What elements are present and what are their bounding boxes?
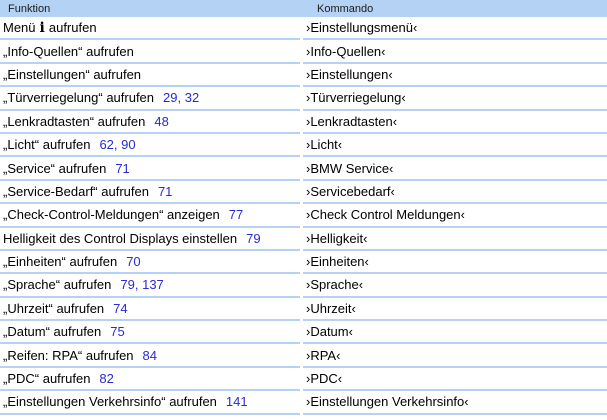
table-row <box>0 17 607 40</box>
kommando-cell <box>303 298 607 321</box>
kommando-cell <box>303 134 607 157</box>
kommando-cell <box>303 157 607 180</box>
funktion-cell <box>0 274 300 297</box>
funktion-cell <box>0 64 300 87</box>
funktion-cell <box>0 40 300 63</box>
funktion-text: „Türverriegelung“ aufrufen <box>3 90 155 106</box>
funktion-cell <box>0 134 300 157</box>
kommando-cell <box>303 368 607 391</box>
page-reference-link[interactable]: 75 <box>110 324 125 340</box>
funktion-cell <box>0 251 300 274</box>
funktion-text: „Lenkradtasten“ aufrufen <box>3 113 146 129</box>
table-row <box>0 40 607 63</box>
kommando-cell <box>303 391 607 414</box>
funktion-cell <box>0 228 300 251</box>
kommando-text: ›Datum‹ <box>306 324 353 340</box>
funktion-cell <box>0 111 300 134</box>
kommando-text: ›Einstellungen‹ <box>306 66 393 82</box>
funktion-cell <box>0 17 300 40</box>
funktion-cell <box>0 157 300 180</box>
funktion-text: „Check-Control-Meldungen“ anzeigen <box>3 207 220 223</box>
page-reference-link[interactable]: 71 <box>115 160 130 176</box>
kommando-cell <box>303 228 607 251</box>
kommando-text: ›Licht‹ <box>306 137 343 153</box>
kommando-cell <box>303 111 607 134</box>
kommando-text: ›Uhrzeit‹ <box>306 300 356 316</box>
funktion-text: „Reifen: RPA“ aufrufen <box>3 347 134 363</box>
page-reference-link[interactable]: 29, 32 <box>163 90 200 106</box>
kommando-text: ›Info-Quellen‹ <box>306 43 386 59</box>
page-reference-link[interactable]: 82 <box>99 371 114 387</box>
funktion-cell <box>0 344 300 367</box>
kommando-text: ›Servicebedarf‹ <box>306 183 395 199</box>
funktion-text: „Licht“ aufrufen <box>3 137 91 153</box>
info-icon: i <box>39 19 45 36</box>
kommando-cell <box>303 64 607 87</box>
kommando-cell <box>303 87 607 110</box>
funktion-cell <box>0 298 300 321</box>
funktion-text: „PDC“ aufrufen <box>3 371 91 387</box>
table-row <box>0 157 607 180</box>
funktion-text-after-icon: aufrufen <box>48 20 97 36</box>
funktion-text: „Einheiten“ aufrufen <box>3 254 118 270</box>
kommando-text: ›PDC‹ <box>306 371 343 387</box>
page-reference-link[interactable]: 84 <box>142 347 158 363</box>
table-row <box>0 391 607 414</box>
funktion-text: „Info-Quellen“ aufrufen <box>3 43 134 59</box>
funktion-text: „Datum“ aufrufen <box>3 324 102 340</box>
funktion-text: „Uhrzeit“ aufrufen <box>3 300 105 316</box>
kommando-text: ›Einstellungen Verkehrsinfo‹ <box>306 394 469 410</box>
kommando-text: ›Lenkradtasten‹ <box>306 113 398 129</box>
kommando-cell <box>303 321 607 344</box>
table-row <box>0 134 607 157</box>
table-row <box>0 111 607 134</box>
page-reference-link[interactable]: 70 <box>126 254 141 270</box>
kommando-cell <box>303 344 607 367</box>
kommando-text: ›Einstellungsmenü‹ <box>306 20 418 36</box>
funktion-text: „Einstellungen Verkehrsinfo“ aufrufen <box>3 394 217 410</box>
kommando-cell <box>303 181 607 204</box>
page-reference-link[interactable]: 62, 90 <box>99 137 136 153</box>
table-row <box>0 204 607 227</box>
funktion-cell <box>0 181 300 204</box>
page-reference-link[interactable]: 141 <box>225 394 248 410</box>
funktion-column-header: Funktion <box>8 2 51 15</box>
kommando-column-header: Kommando <box>317 2 374 15</box>
funktion-text: Helligkeit des Control Displays einstellen <box>3 230 238 246</box>
funktion-text: „Service-Bedarf“ aufrufen <box>3 183 149 199</box>
funktion-text: Menü <box>3 20 36 36</box>
table-row <box>0 274 607 297</box>
funktion-cell <box>0 391 300 414</box>
kommando-text: ›Check Control Meldungen‹ <box>306 207 465 223</box>
kommando-cell <box>303 17 607 40</box>
kommando-text: ›Sprache‹ <box>306 277 364 293</box>
kommando-cell <box>303 204 607 227</box>
table-row <box>0 181 607 204</box>
kommando-cell <box>303 40 607 63</box>
table-row <box>0 228 607 251</box>
kommando-text: ›Einheiten‹ <box>306 254 369 270</box>
page-reference-link[interactable]: 74 <box>113 300 128 316</box>
kommando-text: ›Helligkeit‹ <box>306 230 368 246</box>
kommando-text: ›BMW Service‹ <box>306 160 394 176</box>
table-row <box>0 64 607 87</box>
funktion-cell <box>0 321 300 344</box>
funktion-text: „Einstellungen“ aufrufen <box>3 66 142 82</box>
kommando-cell <box>303 251 607 274</box>
page-reference-link[interactable]: 48 <box>154 113 169 129</box>
table-row <box>0 87 607 110</box>
page-reference-link[interactable]: 79, 137 <box>120 277 164 293</box>
table-row <box>0 321 607 344</box>
table-row <box>0 368 607 391</box>
kommando-cell <box>303 274 607 297</box>
kommando-text: ›RPA‹ <box>306 347 341 363</box>
table-row <box>0 251 607 274</box>
page-reference-link[interactable]: 77 <box>228 207 244 223</box>
table-row <box>0 344 607 367</box>
funktion-cell <box>0 204 300 227</box>
funktion-text: „Sprache“ aufrufen <box>3 277 112 293</box>
funktion-cell <box>0 87 300 110</box>
funktion-text: „Service“ aufrufen <box>3 160 107 176</box>
table-row <box>0 298 607 321</box>
funktion-cell <box>0 368 300 391</box>
kommando-text: ›Türverriegelung‹ <box>306 90 406 106</box>
page-reference-link[interactable]: 71 <box>157 183 173 199</box>
page-reference-link[interactable]: 79 <box>246 230 261 246</box>
table-body <box>0 17 607 415</box>
table-header <box>0 0 607 17</box>
